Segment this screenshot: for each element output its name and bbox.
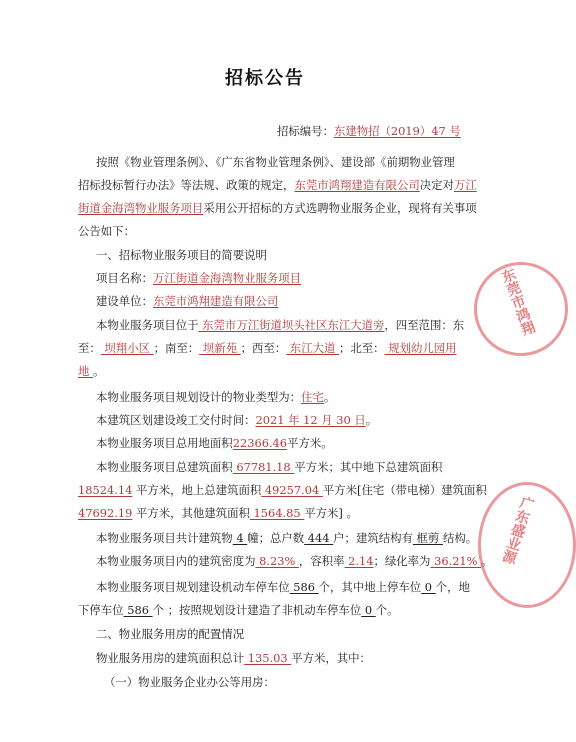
household-count: 444 <box>304 531 334 545</box>
land-area-row: 本物业服务项目总用地面积22366.46平方米。 <box>96 436 333 450</box>
section-1-heading: 一、招标物业服务项目的简要说明 <box>96 248 267 262</box>
project-name-value: 万江街道金海湾物业服务项目 <box>152 271 302 285</box>
handover-date: 2021 年 12 月 30 日 <box>255 413 366 427</box>
parking-row-2: 下停车位 586 个 ；按照规划设计建造了非机动车停车位 0 个。 <box>78 603 399 617</box>
builder-row: 建设单位：东莞市鸿翔建造有限公司 <box>96 294 279 308</box>
builder-link: 东莞市鸿翔建造有限公司 <box>294 178 420 192</box>
parking-above: 0 <box>421 580 436 594</box>
service-room-area-row: 物业服务用房的建筑面积总计 135.03 平方米，其中： <box>96 651 371 665</box>
bike-parking: 0 <box>361 603 376 617</box>
section-2-heading: 二、物业服务用房的配置情况 <box>96 627 245 641</box>
service-room-area: 135.03 <box>244 651 292 665</box>
property-type-value: 住宅 <box>301 390 324 404</box>
other-gfa: 1564.85 <box>249 506 305 520</box>
gfa-row: 本物业服务项目总建筑面积 67781.18 平方米；其中地下总建筑面积 <box>96 460 443 474</box>
building-density: 8.23% <box>255 554 299 568</box>
intro-line-1: 按照《物业管理条例》、《广东省物业管理条例》、建设部《前期物业管理 <box>96 155 455 169</box>
intro-line-4: 公告如下： <box>78 224 135 238</box>
west-boundary: 东江大道 <box>286 341 339 355</box>
location-row: 本物业服务项目位于 东莞市万江街道坝头社区东江大道旁，四至范围：东 <box>96 318 465 332</box>
bid-number: 招标编号：东建物招（2019）47 号 <box>277 124 461 138</box>
gfa-row-2: 18524.14 平方米，地上总建筑面积 49257.04 平方米[住宅（带电梯）建筑面积 <box>78 483 487 497</box>
land-area-value: 22366.46 <box>232 436 288 450</box>
boundary-row: 至： 坝翔小区 ；南至： 坝新苑 ；西至： 东江大道 ；北至： 规划幼儿园用 <box>78 341 457 355</box>
parking-underground: 586 <box>123 603 153 617</box>
underground-gfa: 18524.14 <box>78 483 133 497</box>
parking-total: 586 <box>289 580 319 594</box>
north-boundary: 规划幼儿园用 <box>384 341 457 355</box>
building-count: 4 <box>232 531 248 545</box>
seal-text-upper: 东莞市鸿翔 <box>497 266 537 338</box>
builder-name-value: 东莞市鸿翔建造有限公司 <box>152 294 279 308</box>
density-row: 本物业服务项目内的建筑密度为 8.23% ，容积率 2.14；绿化率为 36.21% 。 <box>96 554 493 568</box>
project-name-row: 项目名称：万江街道金海湾物业服务项目 <box>96 271 302 285</box>
gfa-row-3: 47692.19 平方米，其他建筑面积 1564.85 平方米] 。 <box>78 506 358 520</box>
property-type-row: 本物业服务项目规划设计的物业类型为：住宅。 <box>96 390 336 404</box>
location-value: 东莞市万江街道坝头社区东江大道旁 <box>198 318 385 332</box>
subsection-1: （一）物业服务企业办公等用房： <box>104 675 275 689</box>
residential-gfa: 47692.19 <box>78 506 133 520</box>
seal-text-lower: 广东盛业源 <box>499 494 536 566</box>
plot-ratio: 2.14 <box>344 554 374 568</box>
document-title: 招标公告 <box>225 68 305 89</box>
project-link: 街道金海湾物业服务项目 <box>78 201 204 215</box>
aboveground-gfa: 49257.04 <box>261 483 323 497</box>
gfa-value: 67781.18 <box>232 460 295 474</box>
east-boundary: 坝翔小区 <box>100 341 154 355</box>
greening-rate: 36.21% <box>430 554 482 568</box>
intro-line-2: 招标投标暂行办法》等法规、政策的规定，东莞市鸿翔建造有限公司决定对万江 <box>78 178 477 192</box>
boundary-row-2: 地 。 <box>78 364 105 378</box>
structure-type: 框剪 <box>412 531 443 545</box>
parking-row: 本物业服务项目规划建设机动车停车位 586 个，其中地上停车位 0 个，地 <box>96 580 470 594</box>
buildings-row: 本物业服务项目共计建筑物 4 幢；总户数 444 户；建筑结构有 框剪 结构。 <box>96 531 478 545</box>
handover-row: 本建筑区划建设竣工交付时间：2021 年 12 月 30 日。 <box>96 413 378 427</box>
bid-number-value: 东建物招（2019）47 号 <box>333 124 461 138</box>
south-boundary: 坝新苑 <box>199 341 241 355</box>
intro-line-3: 街道金海湾物业服务项目采用公开招标的方式选聘物业服务企业，现将有关事项 <box>78 201 477 215</box>
